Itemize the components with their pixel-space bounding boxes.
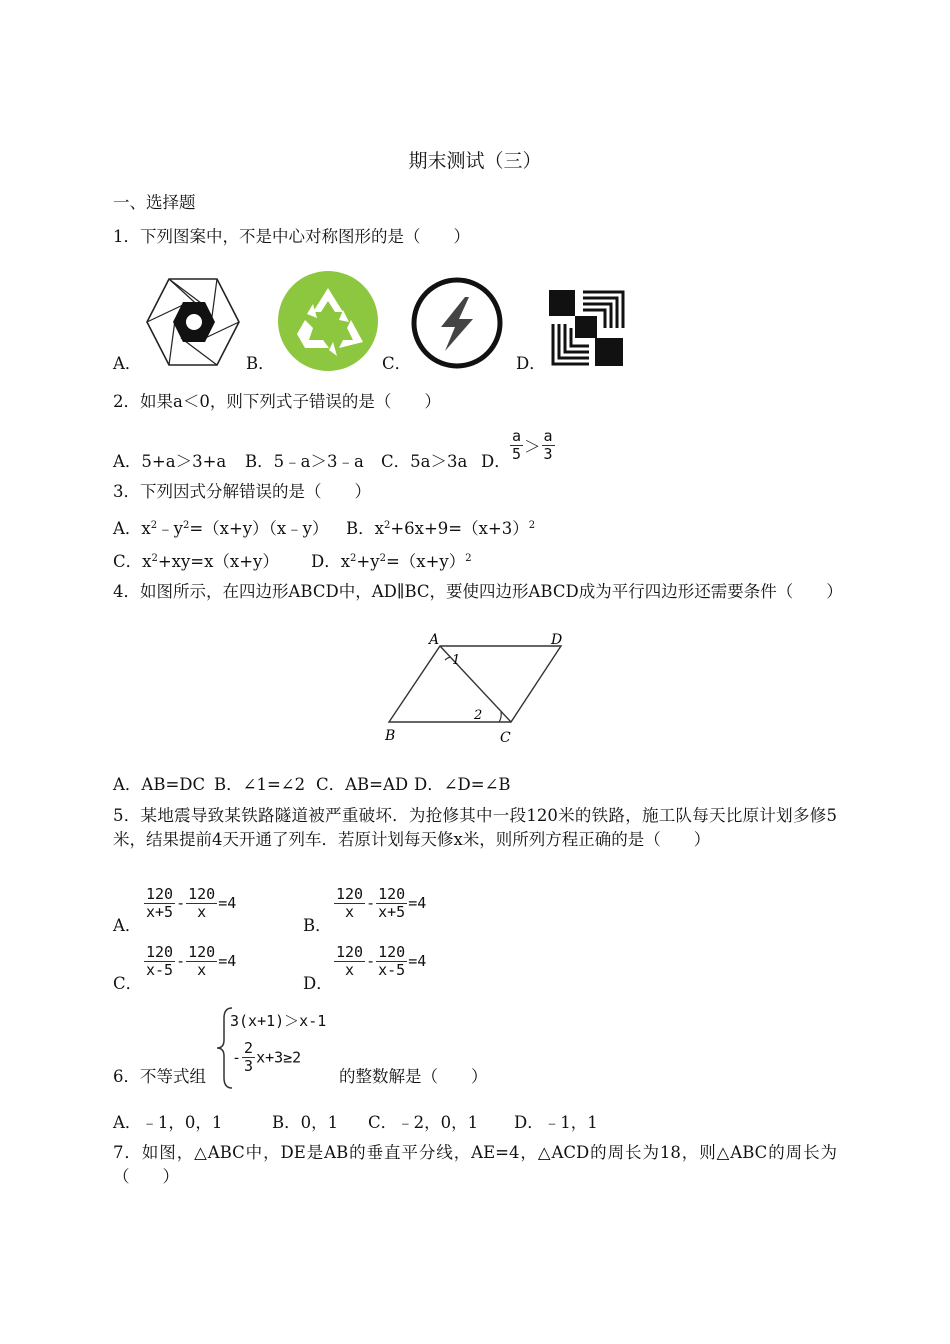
denominator: x (345, 961, 355, 979)
q6-inequality-1: 3(x+1)＞x-1 (230, 1012, 327, 1030)
numerator: a (543, 427, 553, 445)
stepped-squares-icon (547, 288, 629, 368)
q2-stem: 2．如果a＜0，则下列式子错误的是（ ） (113, 392, 441, 411)
point-d-label: D (551, 632, 563, 648)
denominator: 3 (244, 1057, 254, 1075)
q5-option-a-equation (143, 886, 236, 921)
q5-option-d-equation (333, 944, 426, 979)
text: C．x (113, 552, 152, 571)
q3-option-b (346, 515, 535, 539)
q2-option-d-expression (509, 428, 556, 463)
numerator: 120 (188, 885, 216, 903)
angle-1-label: 1 (452, 653, 461, 668)
fraction-a-over-5 (510, 428, 523, 463)
q6-option-c: C．﹣2，0，1 (368, 1113, 479, 1132)
hexagon-pattern-icon (143, 276, 241, 368)
fraction (334, 944, 365, 979)
q5-option-b-equation (333, 886, 426, 921)
numerator: a (512, 427, 522, 445)
equals-four: =4 (218, 894, 237, 912)
denominator: x (197, 903, 207, 921)
q5-option-b-label: B． (303, 916, 332, 935)
relation-symbol: ＞ (524, 437, 541, 457)
numerator: 120 (378, 943, 406, 961)
denominator: x-5 (146, 961, 174, 979)
q5-stem: 5．某地震导致某铁路隧道被严重破坏．为抢修其中一段120米的铁路，施工队每天比原计划多修5米，结果提前4天开通了列车．若原计划每天修x米，则所列方程正确的是（ ） (113, 806, 837, 849)
point-c-label: C (500, 730, 511, 746)
denominator: x (197, 961, 207, 979)
q6-option-a: A．﹣1，0，1 (113, 1113, 223, 1132)
denominator: x-5 (378, 961, 406, 979)
equals-four: =4 (408, 952, 427, 970)
equals-four: =4 (408, 894, 427, 912)
fraction (144, 886, 175, 921)
exponent: 2 (151, 553, 158, 564)
q2-option-a: A．5+a＞3+a (113, 452, 227, 471)
q6-inequality-2 (232, 1040, 301, 1075)
q3-option-a (113, 515, 328, 539)
exponent: 2 (528, 520, 536, 531)
q3-stem: 3．下列因式分解错误的是（ ） (113, 482, 371, 501)
fraction (376, 886, 407, 921)
denominator: 5 (512, 445, 522, 463)
fraction-two-thirds (242, 1040, 255, 1075)
recycle-icon (277, 270, 379, 372)
minus-sign: - (366, 952, 376, 970)
angle-2-label: 2 (474, 708, 483, 723)
point-a-label: A (429, 632, 440, 648)
q1-stem: 1．下列图案中，不是中心对称图形的是（ ） (113, 227, 470, 246)
q4-stem: 4．如图所示，在四边形ABCD中，AD∥BC，要使四边形ABCD成为平行四边形还需要条件（ ） (113, 582, 843, 601)
numerator: 2 (244, 1039, 254, 1057)
fraction-a-over-3 (542, 428, 555, 463)
exponent: 2 (465, 553, 472, 564)
q1-option-b-label: B． (246, 354, 275, 373)
q4-option-d: D．∠D=∠B (414, 775, 511, 794)
q5-option-d-label: D． (303, 974, 333, 993)
text: =（x+y） (385, 552, 466, 571)
lightning-icon (411, 277, 503, 369)
q6-stem-left: 6．不等式组 (113, 1067, 206, 1086)
numerator: 120 (188, 943, 216, 961)
equals-four: =4 (218, 952, 237, 970)
section-heading: 一、选择题 (113, 193, 196, 212)
q4-option-a: A．AB=DC (113, 775, 206, 794)
q5-option-a-label: A． (113, 916, 142, 935)
text: B．x (346, 519, 384, 538)
minus-sign: - (176, 894, 186, 912)
fraction (144, 944, 175, 979)
fraction (186, 886, 217, 921)
text: =（x+y）（x﹣y） (189, 519, 329, 538)
q2-option-d: D． (481, 452, 511, 471)
numerator: 120 (146, 943, 174, 961)
minus-sign: - (232, 1048, 242, 1067)
q1-option-c-label: C． (382, 354, 412, 373)
q6-stem-right: 的整数解是（ ） (339, 1067, 488, 1086)
text: D．x (311, 552, 351, 571)
text: ﹣y (157, 519, 183, 538)
fraction (334, 886, 365, 921)
denominator: x (345, 903, 355, 921)
exponent: 2 (350, 553, 357, 564)
q4-option-c: C．AB=AD (316, 775, 409, 794)
denominator: 3 (543, 445, 553, 463)
q5-option-c-label: C． (113, 974, 143, 993)
fraction (376, 944, 407, 979)
text: A．x (113, 519, 151, 538)
numerator: 120 (378, 885, 406, 903)
text: +6x+9=（x+3） (390, 519, 529, 538)
minus-sign: - (366, 894, 376, 912)
q1-option-d-label: D． (516, 354, 546, 373)
q2-option-c: C．5a＞3a (381, 452, 468, 471)
numerator: 120 (146, 885, 174, 903)
denominator: x+5 (378, 903, 406, 921)
numerator: 120 (336, 943, 364, 961)
q3-option-d (311, 548, 472, 572)
q1-option-a-label: A． (113, 354, 142, 373)
angle-2-arc (499, 712, 501, 722)
page-title: 期末测试（三） (408, 150, 542, 172)
minus-sign: - (176, 952, 186, 970)
text: +y (356, 552, 380, 571)
angle-1-arc (445, 657, 450, 660)
exponent: 2 (182, 520, 190, 531)
numerator: 120 (336, 885, 364, 903)
q6-option-b: B．0，1 (272, 1113, 339, 1132)
point-b-label: B (385, 728, 396, 744)
q3-option-c (113, 548, 279, 572)
exponent: 2 (383, 520, 391, 531)
q5-option-c-equation (143, 944, 236, 979)
text: +xy=x（x+y） (157, 552, 279, 571)
exponent: 2 (379, 553, 386, 564)
denominator: x+5 (146, 903, 174, 921)
q2-option-b: B．5﹣a＞3﹣a (245, 452, 364, 471)
parallelogram-figure (375, 628, 575, 750)
q4-option-b: B．∠1=∠2 (214, 775, 306, 794)
q6-option-d: D．﹣1，1 (514, 1113, 598, 1132)
exponent: 2 (150, 520, 158, 531)
inequality-rest: x+3≥2 (256, 1048, 302, 1067)
q7-stem: 7．如图，△ABC中，DE是AB的垂直平分线，AE=4，△ACD的周长为18，则△ABC的周长为（ ） (113, 1143, 837, 1186)
fraction (186, 944, 217, 979)
